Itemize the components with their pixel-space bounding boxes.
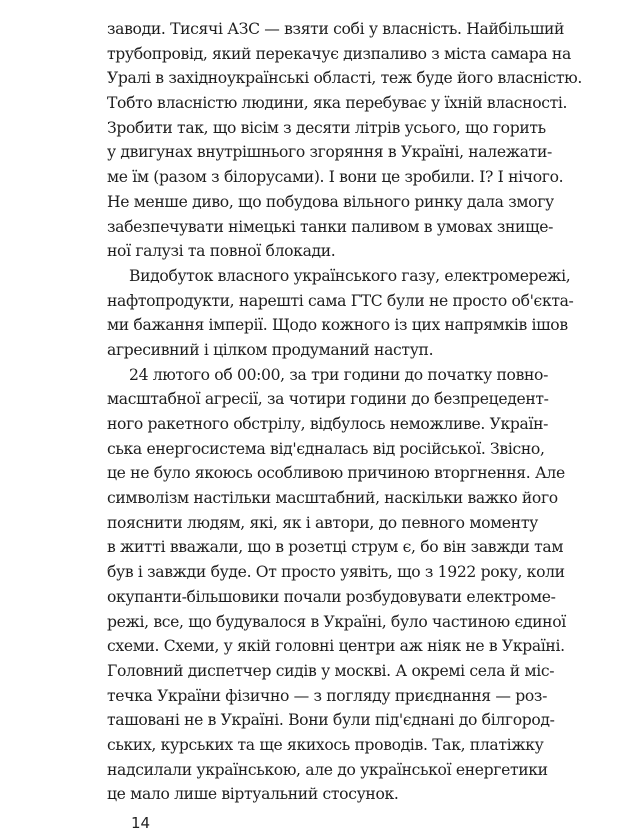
text-line: 24 лютого об 00:00, за три години до початку повно- xyxy=(129,365,549,384)
text-line: Зробити так, що вісім з десяти літрів усього, що горить xyxy=(107,118,546,137)
text-line: ми бажання імперії. Щодо кожного із цих напрямків ішов xyxy=(107,316,568,335)
text-line: надсилали українською, але до української енергетики xyxy=(107,760,548,779)
text-line: символізм настільки масштабний, наскільки важко його xyxy=(107,489,558,508)
text-line: ної галузі та повної блокади. xyxy=(107,242,336,261)
text-line: пояснити людям, які, як і автори, до певного моменту xyxy=(107,513,538,532)
text-line: Не менше диво, що побудова вільного ринку дала змогу xyxy=(107,192,554,211)
text-line: течка України фізично — з погляду приєднання — роз- xyxy=(107,686,547,705)
text-line: схеми. Схеми, у якій головні центри аж ніяк не в Україні. xyxy=(107,637,565,656)
text-line: був і завжди буде. От просто уявіть, що з 1922 року, коли xyxy=(107,563,565,582)
text-line: ного ракетного обстрілу, відбулось неможливе. Україн- xyxy=(107,415,549,433)
text-line: це мало лише віртуальний стосунок. xyxy=(107,785,399,804)
paragraph xyxy=(107,363,566,807)
text-line: Видобуток власного українського газу, електромережі, xyxy=(129,266,571,285)
paragraph xyxy=(107,17,582,264)
text-line: масштабної агресії, за чотири години до безпрецедент- xyxy=(107,390,549,409)
text-line: агресивний і цілком продуманий наступ. xyxy=(107,340,434,359)
text-line: нафтопродукти, нарешті сама ГТС були не просто об'єкта- xyxy=(107,291,574,310)
text-line: Головний диспетчер сидів у москві. А окремі села й міс- xyxy=(107,661,555,680)
text-line: трубопровід, який перекачує дизпаливо з міста самара на xyxy=(107,44,571,63)
text-line: режі, все, що будувалося в Україні, було частиною єдиної xyxy=(107,612,566,631)
text-line: в житті вважали, що в розетці струм є, бо він завжди там xyxy=(107,538,564,557)
text-line: у двигунах внутрішнього згоряння в Україні, належати- xyxy=(107,143,552,162)
page-number: 14 xyxy=(131,814,151,832)
text-line: ташовані не в Україні. Вони були під'єднані до білгород- xyxy=(107,711,555,730)
text-line: Уралі в західноукраїнські області, теж буде його власністю. xyxy=(107,69,582,88)
text-line: це не було якоюсь особливою причиною вторгнення. Але xyxy=(107,464,565,483)
text-line: забезпечувати німецькі танки паливом в умовах знище- xyxy=(107,217,554,236)
text-line: ських, курських та ще якихось проводів. Так, платіжку xyxy=(107,735,544,754)
body-text xyxy=(107,17,582,807)
text-line: Тобто власністю людини, яка перебуває у їхній власності. xyxy=(107,94,568,113)
text-line: окупанти-більшовики почали розбудовувати електроме- xyxy=(107,587,556,606)
text-line: ме їм (разом з білорусами). І вони це зробили. І? І нічого. xyxy=(107,168,564,187)
text-line: заводи. Тисячі АЗС — взяти собі у власність. Найбільший xyxy=(107,20,565,38)
paragraph xyxy=(107,264,574,363)
text-line: ська енергосистема від'єдналась від російської. Звісно, xyxy=(107,439,545,458)
